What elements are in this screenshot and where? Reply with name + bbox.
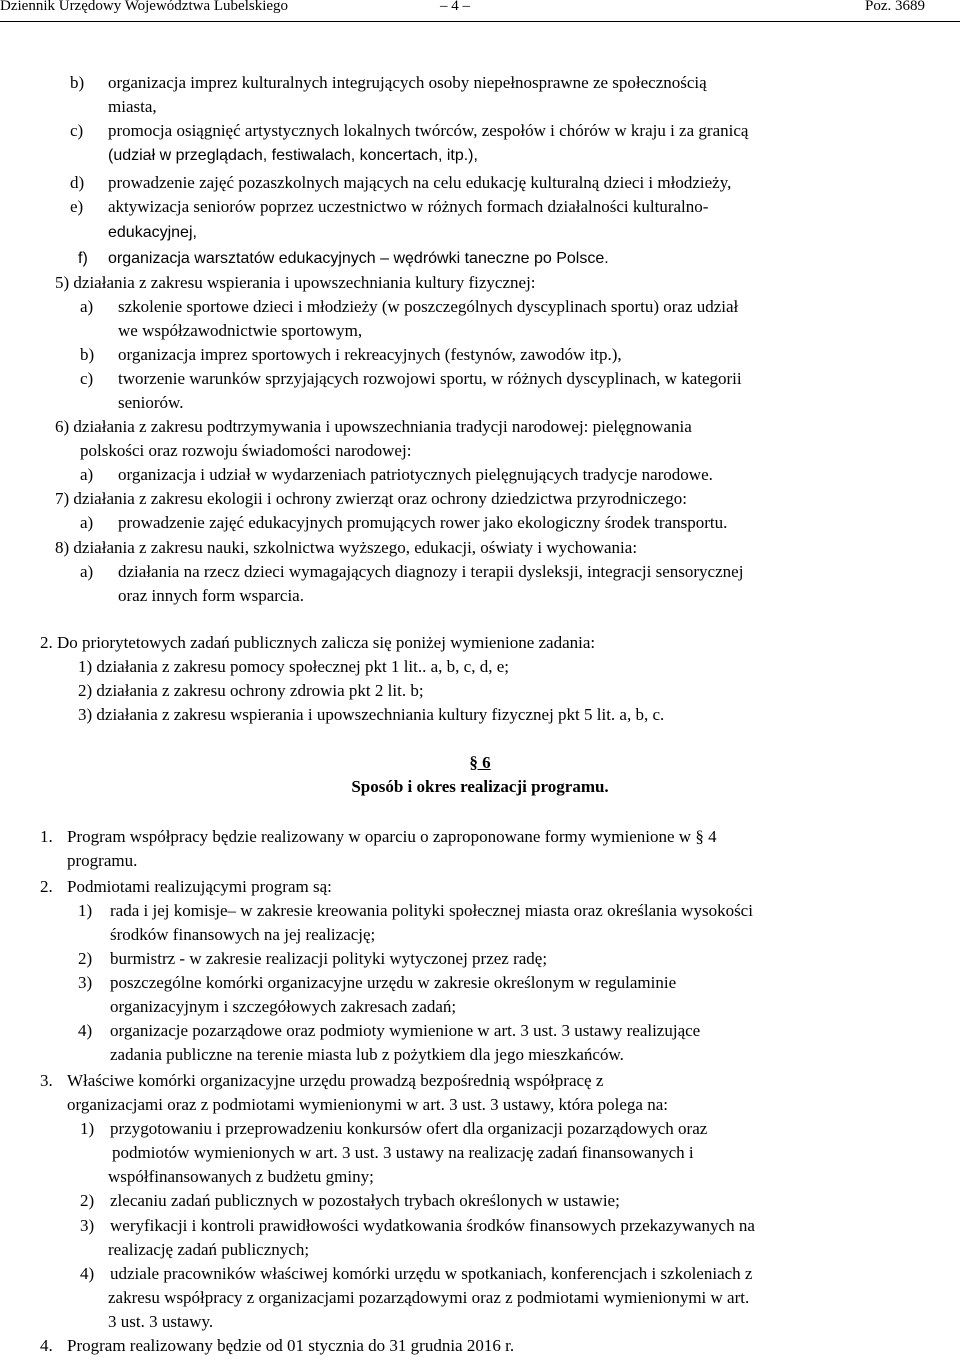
paragraph-line: (udział w przeglądach, festiwalach, koncertach, itp.), [108, 147, 478, 164]
paragraph-line: Podmiotami realizującymi program są: [67, 877, 332, 896]
paragraph-line: 7) działania z zakresu ekologii i ochrony zwierząt oraz ochrony dziedzictwa przyrodniczego: [55, 489, 688, 508]
item-label: a) [80, 513, 94, 532]
paragraph-line: 6) działania z zakresu podtrzymywania i upowszechniania tradycji narodowej: pielęgnowania [55, 417, 692, 436]
paragraph-line: zakresu współpracy z organizacjami pozarządowymi oraz z podmiotami wymienionymi w art. [108, 1288, 750, 1307]
paragraph-line: rada i jej komisje– w zakresie kreowania polityki społecznej miasta oraz określania wysokości [110, 901, 753, 920]
paragraph-line: aktywizacja seniorów poprzez uczestnictwo w różnych formach działalności kulturalno- [108, 197, 709, 216]
paragraph-line: oraz innych form wsparcia. [118, 586, 304, 605]
paragraph-line: udziale pracowników właściwej komórki urzędu w spotkaniach, konferencjach i szkoleniach z [110, 1264, 753, 1283]
item-label: 1) [78, 901, 93, 920]
paragraph-line: seniorów. [118, 393, 184, 412]
paragraph-line: organizacja imprez sportowych i rekreacyjnych (festynów, zawodów itp.), [118, 345, 622, 364]
item-label: a) [80, 465, 94, 484]
list-item: 3) działania z zakresu wspierania i upowszechniania kultury fizycznej pkt 5 lit. a, b, c. [78, 705, 665, 724]
paragraph-line: zlecaniu zadań publicznych w pozostałych trybach określonych w ustawie; [110, 1191, 620, 1210]
paragraph-line: Właściwe komórki organizacyjne urzędu prowadzą bezpośrednią współpracę z [67, 1071, 604, 1090]
item-label: 1. [40, 827, 53, 846]
item-label: b) [80, 345, 95, 364]
paragraph-line: organizacyjnym i szczegółowych zakresach zadań; [110, 997, 457, 1016]
item-label: 3) [80, 1216, 95, 1235]
item-label: c) [70, 121, 84, 140]
item-label: 4) [80, 1264, 95, 1283]
paragraph-line: miasta, [108, 97, 157, 116]
paragraph-line: organizacje pozarządowe oraz podmioty wymienione w art. 3 ust. 3 ustawy realizujące [110, 1021, 701, 1040]
paragraph-line: 2. Do priorytetowych zadań publicznych zalicza się poniżej wymienione zadania: [40, 633, 596, 652]
item-label: a) [80, 297, 94, 316]
page-number: – 4 – [440, 0, 470, 14]
position-number: Poz. 3689 [865, 0, 925, 14]
paragraph-line: prowadzenie zajęć pozaszkolnych mających na celu edukację kulturalną dzieci i młodzieży, [108, 173, 732, 192]
paragraph-line: burmistrz - w zakresie realizacji polityki wytyczonej przez radę; [110, 949, 548, 968]
item-label: c) [80, 369, 94, 388]
journal-title: Dziennik Urzędowy Województwa Lubelskiego [0, 0, 289, 14]
paragraph-line: środków finansowych na jej realizację; [110, 925, 376, 944]
paragraph-line: poszczególne komórki organizacyjne urzędu w zakresie określonym w regulaminie [110, 973, 677, 992]
page-header [0, 0, 960, 18]
header-rule [0, 21, 960, 22]
item-label: 3. [40, 1071, 53, 1090]
section-title: Sposób i okres realizacji programu. [351, 777, 609, 796]
paragraph-line: działania na rzecz dzieci wymagających diagnozy i terapii dysleksji, integracji sensorycznej [118, 562, 744, 581]
item-label: 2. [40, 877, 53, 896]
paragraph-line: we współzawodnictwie sportowym, [118, 321, 363, 340]
paragraph-line: Program realizowany będzie od 01 stycznia do 31 grudnia 2016 r. [67, 1336, 515, 1355]
paragraph-line: organizacja warsztatów edukacyjnych – wędrówki taneczne po Polsce. [108, 250, 609, 267]
paragraph-line: współfinansowanych z budżetu gminy; [108, 1167, 374, 1186]
item-label: a) [80, 562, 94, 581]
paragraph-line: promocja osiągnięć artystycznych lokalnych twórców, zespołów i chórów w kraju i za granicą [108, 121, 749, 140]
item-label: 2) [78, 949, 93, 968]
paragraph-line: polskości oraz rozwoju świadomości narodowej: [80, 441, 412, 460]
list-item: 1) działania z zakresu pomocy społecznej pkt 1 lit.. a, b, c, d, e; [78, 657, 509, 676]
section-mark [0, 752, 960, 774]
item-label: f) [78, 250, 88, 267]
paragraph-line: 8) działania z zakresu nauki, szkolnictwa wyższego, edukacji, oświaty i wychowania: [55, 538, 638, 557]
paragraph-line: 5) działania z zakresu wspierania i upowszechniania kultury fizycznej: [55, 273, 536, 292]
paragraph-line: przygotowaniu i przeprowadzeniu konkursów ofert dla organizacji pozarządowych oraz [110, 1119, 708, 1138]
paragraph-line: 3 ust. 3 ustawy. [108, 1312, 214, 1331]
paragraph-line: prowadzenie zajęć edukacyjnych promujących rower jako ekologiczny środek transportu. [118, 513, 728, 532]
paragraph-line: podmiotów wymienionych w art. 3 ust. 3 ustawy na realizację zadań finansowanych i [112, 1143, 694, 1162]
item-label: d) [70, 173, 85, 192]
item-label: 4. [40, 1336, 53, 1355]
paragraph-line: tworzenie warunków sprzyjających rozwojowi sportu, w różnych dyscyplinach, w kategorii [118, 369, 742, 388]
item-label: 1) [80, 1119, 95, 1138]
list-item: 2) działania z zakresu ochrony zdrowia pkt 2 lit. b; [78, 681, 424, 700]
paragraph-line: realizację zadań publicznych; [108, 1240, 310, 1259]
paragraph-line: szkolenie sportowe dzieci i młodzieży (w poszczególnych dyscyplinach sportu) oraz udział [118, 297, 739, 316]
paragraph-line: weryfikacji i kontroli prawidłowości wydatkowania środków finansowych przekazywanych na [110, 1216, 755, 1235]
item-label: 2) [80, 1191, 95, 1210]
item-label: 3) [78, 973, 93, 992]
paragraph-line: Program współpracy będzie realizowany w oparciu o zaproponowane formy wymienione w § 4 [67, 827, 717, 846]
section-number: § 6 [469, 753, 491, 772]
paragraph-line: organizacja imprez kulturalnych integrujących osoby niepełnosprawne ze społecznością [108, 73, 707, 92]
paragraph-line: organizacja i udział w wydarzeniach patriotycznych pielęgnujących tradycje narodowe. [118, 465, 713, 484]
item-label: e) [70, 197, 84, 216]
item-label: b) [70, 73, 85, 92]
item-label: 4) [78, 1021, 93, 1040]
paragraph-line: edukacyjnej, [108, 224, 197, 241]
paragraph-line: organizacjami oraz z podmiotami wymienionymi w art. 3 ust. 3 ustawy, która polega na: [67, 1095, 668, 1114]
paragraph-line: programu. [67, 851, 138, 870]
paragraph-line: zadania publiczne na terenie miasta lub z pożytkiem dla jego mieszkańców. [110, 1045, 624, 1064]
